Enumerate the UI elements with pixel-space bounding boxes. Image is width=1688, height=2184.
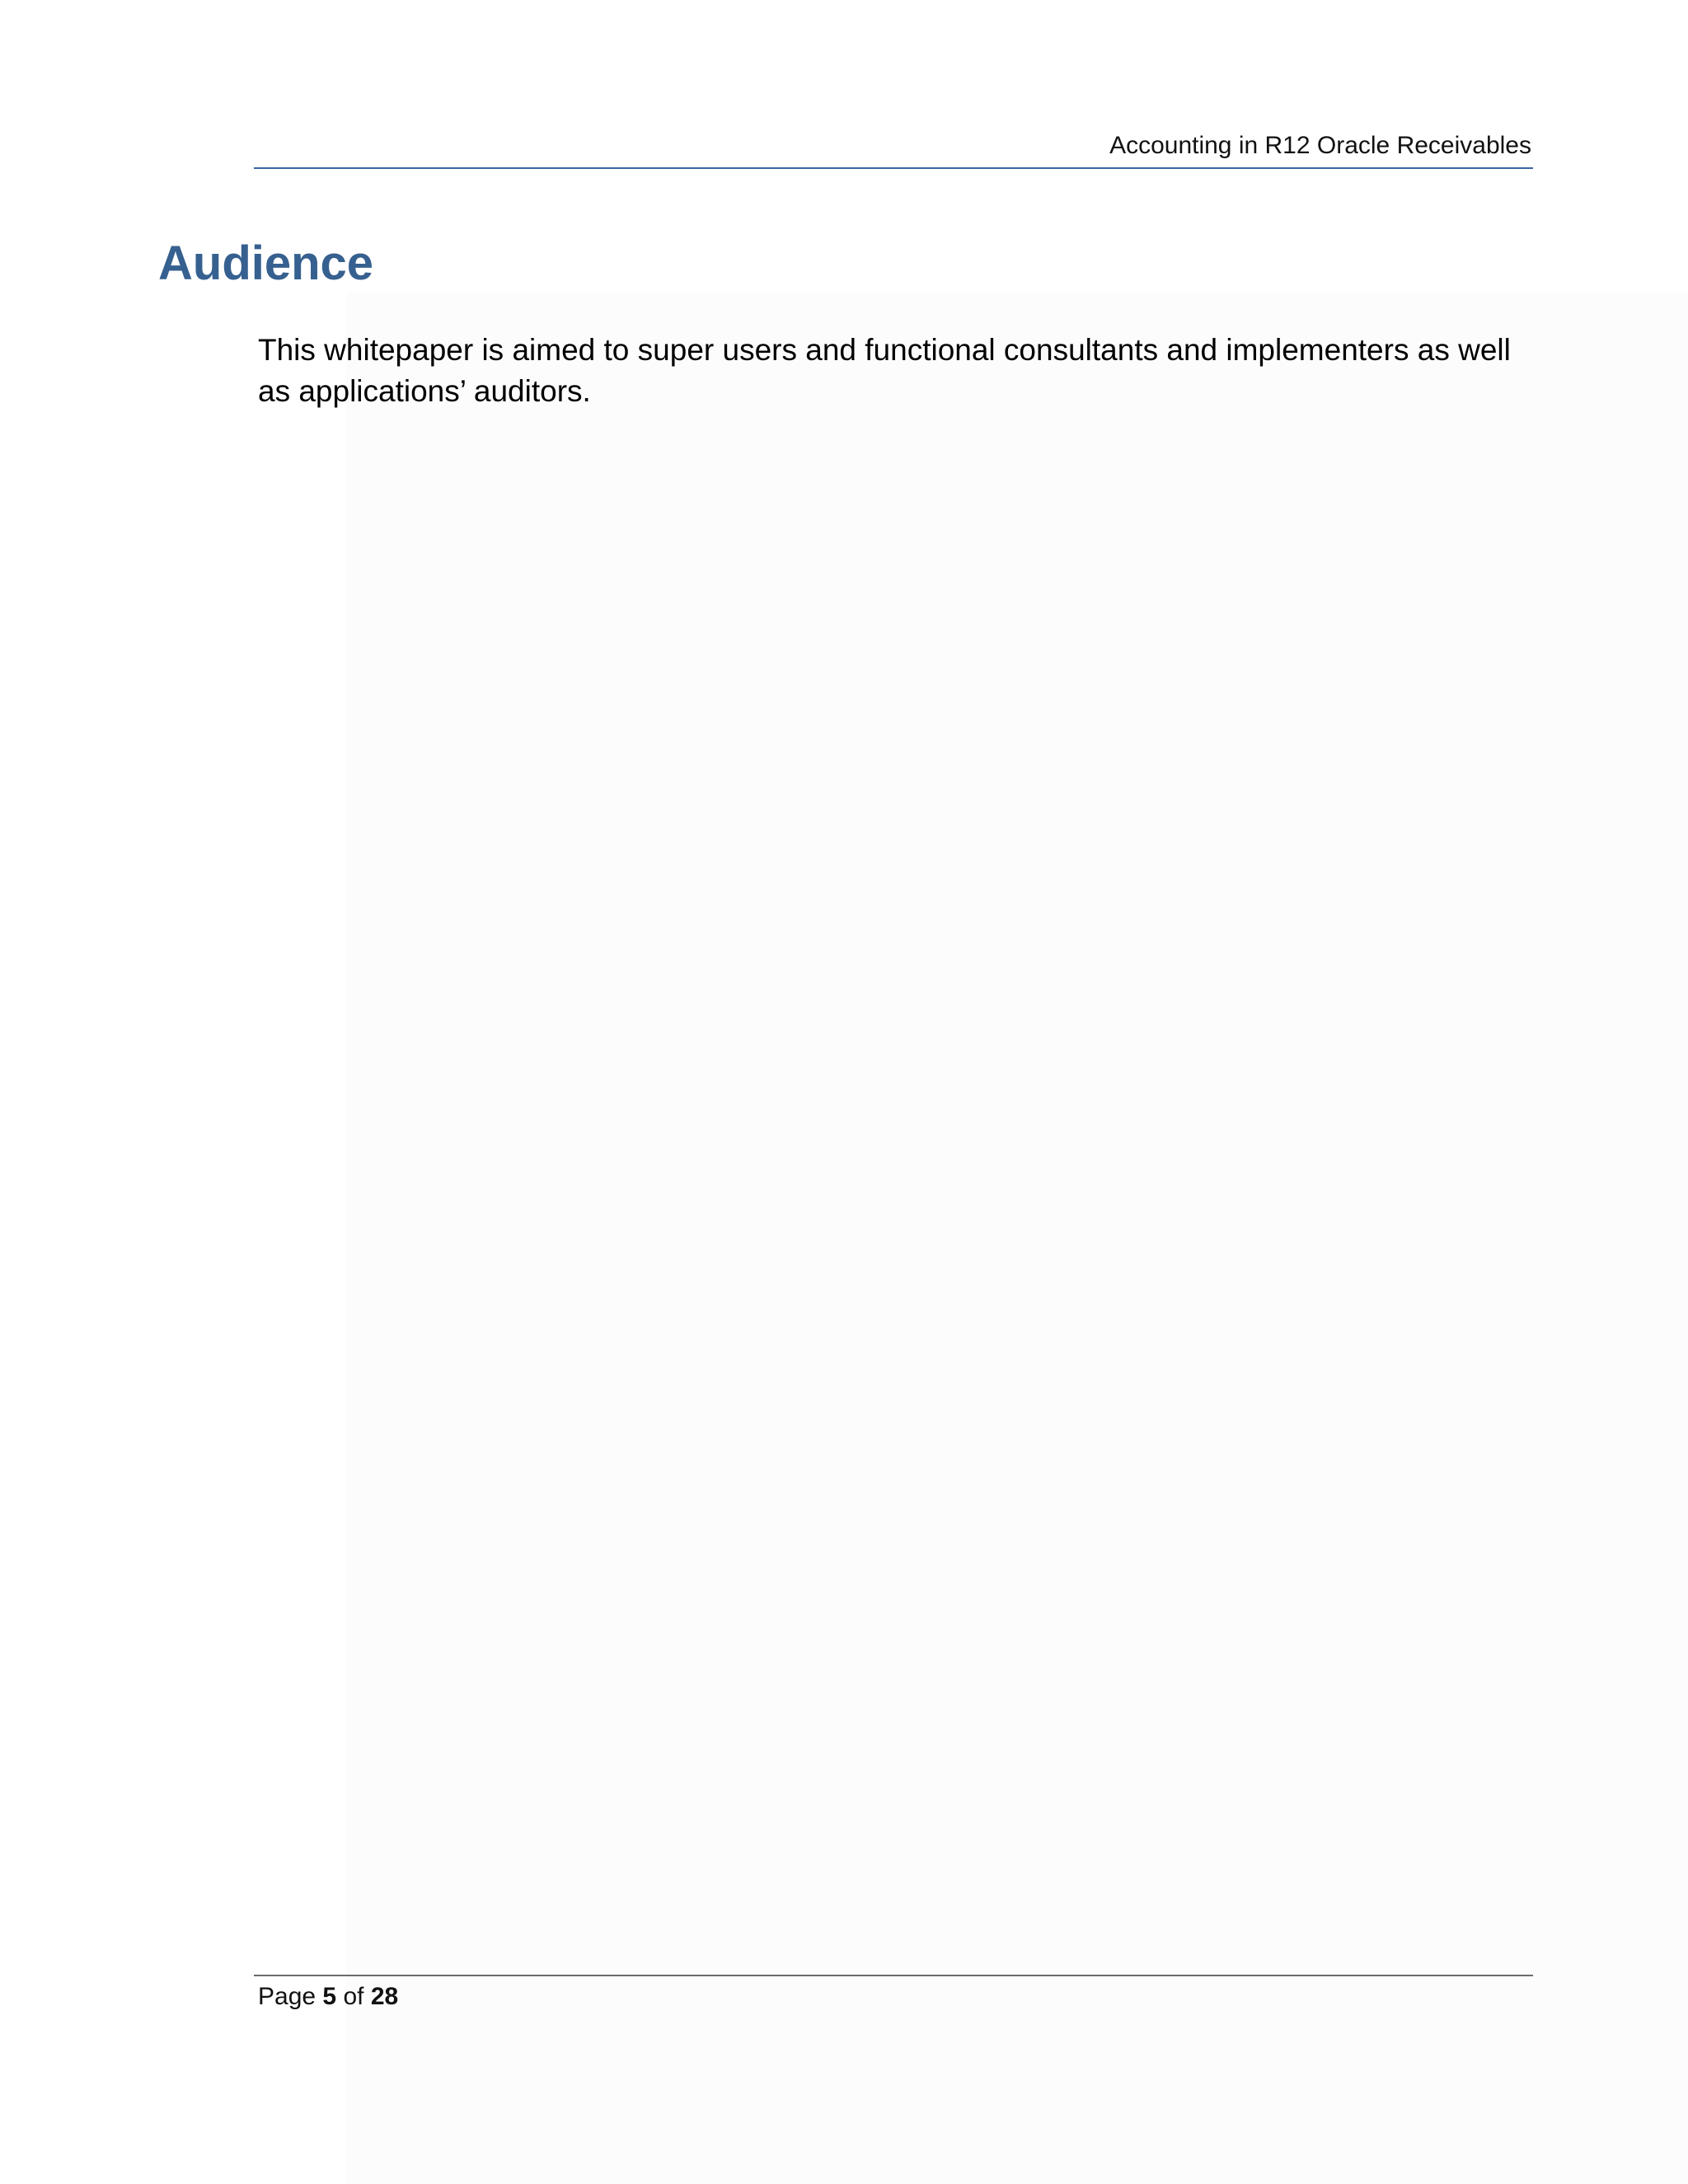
- page-of-label: of: [343, 1983, 364, 2010]
- page-footer: [258, 1983, 398, 2011]
- running-header: Accounting in R12 Oracle Receivables: [1109, 132, 1531, 159]
- page-shade: [346, 293, 1688, 2184]
- section-heading: Audience: [158, 237, 374, 290]
- page-number: 5: [322, 1983, 337, 2010]
- header-rule: [254, 167, 1533, 169]
- section-body: This whitepaper is aimed to super users and functional consultants and implementers as well as applications’ auditors.: [258, 333, 1511, 408]
- footer-rule: [254, 1975, 1533, 1976]
- page-total: 28: [370, 1983, 399, 2010]
- page-label: Page: [258, 1983, 316, 2010]
